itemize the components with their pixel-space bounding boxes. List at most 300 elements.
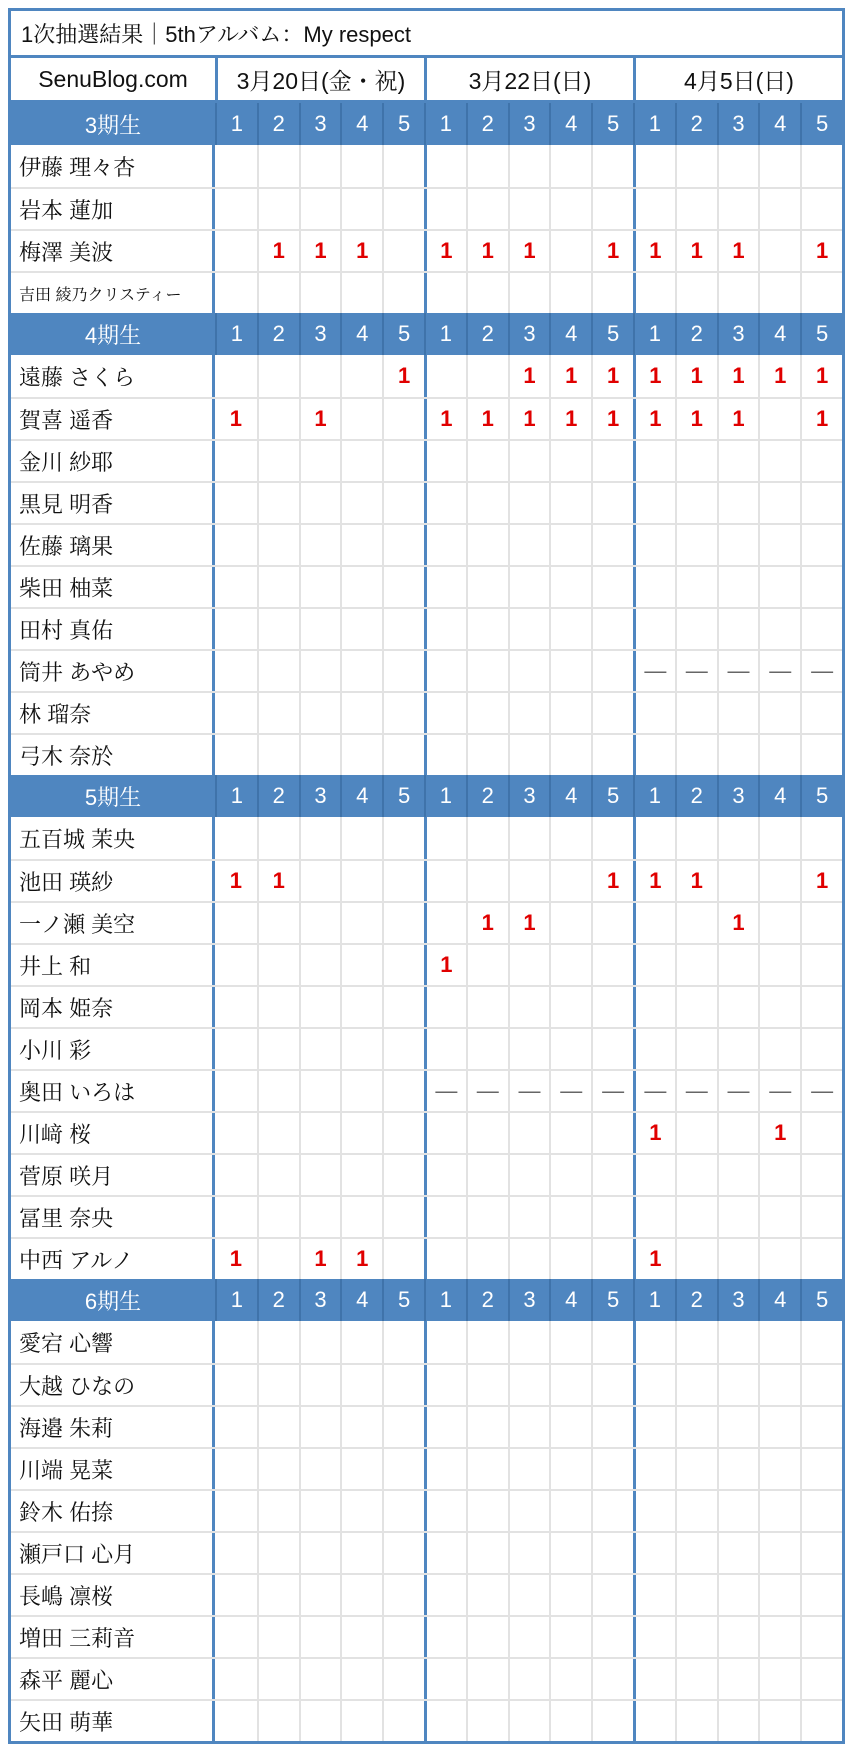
result-cell <box>424 1617 466 1657</box>
result-cell <box>299 1155 341 1195</box>
result-cell <box>675 1533 717 1573</box>
result-cell <box>758 273 800 313</box>
result-cell <box>758 1197 800 1237</box>
result-cell <box>800 483 842 523</box>
win-mark: 1 <box>591 861 633 901</box>
result-cell <box>717 1575 759 1615</box>
slot-number: 3 <box>508 1279 550 1321</box>
result-cell <box>508 945 550 985</box>
result-cell <box>299 735 341 775</box>
result-cell <box>382 609 424 649</box>
result-cell <box>675 945 717 985</box>
result-cell <box>508 651 550 691</box>
member-row <box>11 1111 842 1153</box>
win-mark: 1 <box>299 1239 341 1279</box>
result-cell <box>257 817 299 859</box>
result-cell <box>215 189 257 229</box>
result-cell <box>424 651 466 691</box>
member-name: 林 瑠奈 <box>11 693 215 733</box>
result-cell <box>340 1197 382 1237</box>
member-row <box>11 649 842 691</box>
member-name: 岡本 姫奈 <box>11 987 215 1027</box>
win-mark: 1 <box>466 399 508 439</box>
result-cell <box>424 355 466 397</box>
slot-number: 5 <box>382 1279 424 1321</box>
result-cell <box>717 1407 759 1447</box>
result-cell <box>717 1365 759 1405</box>
result-cell <box>675 189 717 229</box>
result-cell <box>466 567 508 607</box>
member-row <box>11 901 842 943</box>
slot-number: 3 <box>299 313 341 355</box>
result-cell <box>549 1239 591 1279</box>
result-cell <box>299 651 341 691</box>
result-cell <box>466 817 508 859</box>
result-cell <box>758 1365 800 1405</box>
result-cell <box>215 817 257 859</box>
result-cell <box>382 1113 424 1153</box>
result-cell <box>508 567 550 607</box>
member-row <box>11 1615 842 1657</box>
slot-number: 1 <box>424 313 466 355</box>
result-cell <box>717 1239 759 1279</box>
result-cell <box>549 987 591 1027</box>
result-cell <box>717 1321 759 1363</box>
date-header-row <box>11 58 842 103</box>
result-cell <box>591 817 633 859</box>
result-cell <box>549 1155 591 1195</box>
slot-number: 2 <box>466 1279 508 1321</box>
result-cell <box>591 1239 633 1279</box>
member-name: 小川 彩 <box>11 1029 215 1069</box>
result-cell <box>340 609 382 649</box>
result-cell <box>675 735 717 775</box>
win-mark: 1 <box>340 231 382 271</box>
date-header: 3月20日(金・祝) <box>215 58 424 100</box>
result-cell <box>257 355 299 397</box>
result-cell <box>549 817 591 859</box>
result-cell <box>257 945 299 985</box>
result-cell <box>215 1113 257 1153</box>
result-cell <box>424 987 466 1027</box>
slot-number: 4 <box>549 775 591 817</box>
result-cell <box>299 189 341 229</box>
member-name: 奥田 いろは <box>11 1071 215 1111</box>
slot-number: 5 <box>382 775 424 817</box>
result-cell <box>800 567 842 607</box>
result-cell <box>758 399 800 439</box>
result-cell <box>257 145 299 187</box>
win-mark: 1 <box>717 355 759 397</box>
result-cell <box>633 525 675 565</box>
slot-number: 4 <box>549 1279 591 1321</box>
slot-number: 4 <box>758 313 800 355</box>
result-cell <box>675 483 717 523</box>
result-cell <box>758 189 800 229</box>
member-row <box>11 1573 842 1615</box>
result-cell <box>508 609 550 649</box>
member-name: 愛宕 心響 <box>11 1321 215 1363</box>
result-cell <box>424 189 466 229</box>
result-cell <box>549 1575 591 1615</box>
member-row <box>11 1531 842 1573</box>
result-cell <box>215 1659 257 1699</box>
result-cell <box>675 273 717 313</box>
result-cell <box>466 1197 508 1237</box>
result-cell <box>758 1491 800 1531</box>
result-cell <box>549 1701 591 1741</box>
result-cell <box>299 1365 341 1405</box>
result-cell <box>591 1407 633 1447</box>
result-cell <box>299 609 341 649</box>
slot-number: 4 <box>340 1279 382 1321</box>
win-mark: 1 <box>675 861 717 901</box>
result-cell <box>633 483 675 523</box>
result-cell <box>758 1449 800 1489</box>
result-cell <box>758 1239 800 1279</box>
result-cell <box>340 651 382 691</box>
result-cell <box>758 567 800 607</box>
win-mark: 1 <box>633 861 675 901</box>
result-cell <box>215 903 257 943</box>
result-cell <box>633 1533 675 1573</box>
slot-number: 1 <box>215 313 257 355</box>
member-row <box>11 355 842 397</box>
win-mark: 1 <box>382 355 424 397</box>
result-cell <box>299 903 341 943</box>
result-cell <box>800 903 842 943</box>
result-cell <box>299 1659 341 1699</box>
slot-number: 3 <box>299 103 341 145</box>
result-cell <box>633 1365 675 1405</box>
slot-number: 3 <box>508 103 550 145</box>
slot-number: 3 <box>717 313 759 355</box>
win-mark: 1 <box>800 231 842 271</box>
result-cell <box>215 441 257 481</box>
result-cell <box>508 1575 550 1615</box>
result-cell <box>591 1197 633 1237</box>
result-cell <box>633 1617 675 1657</box>
member-name: 増田 三莉音 <box>11 1617 215 1657</box>
result-cell <box>800 1155 842 1195</box>
result-cell <box>633 1155 675 1195</box>
result-cell <box>424 483 466 523</box>
result-cell <box>758 1155 800 1195</box>
result-cell <box>215 1575 257 1615</box>
not-applicable-mark: — <box>675 1071 717 1111</box>
result-cell <box>340 1659 382 1699</box>
slot-number: 5 <box>800 313 842 355</box>
win-mark: 1 <box>633 399 675 439</box>
result-cell <box>215 1449 257 1489</box>
win-mark: 1 <box>424 231 466 271</box>
win-mark: 1 <box>800 399 842 439</box>
result-cell <box>633 609 675 649</box>
result-cell <box>340 355 382 397</box>
result-cell <box>215 1701 257 1741</box>
result-cell <box>717 735 759 775</box>
win-mark: 1 <box>758 1113 800 1153</box>
result-cell <box>717 609 759 649</box>
result-cell <box>508 189 550 229</box>
result-cell <box>382 567 424 607</box>
slot-number: 2 <box>466 103 508 145</box>
not-applicable-mark: — <box>591 1071 633 1111</box>
result-cell <box>549 1533 591 1573</box>
date-header: 3月22日(日) <box>424 58 633 100</box>
member-row <box>11 1699 842 1741</box>
result-cell <box>717 1659 759 1699</box>
slot-number: 5 <box>800 775 842 817</box>
result-cell <box>549 1617 591 1657</box>
result-cell <box>257 567 299 607</box>
result-cell <box>508 987 550 1027</box>
result-cell <box>758 1701 800 1741</box>
result-cell <box>549 483 591 523</box>
win-mark: 1 <box>800 861 842 901</box>
result-cell <box>299 1491 341 1531</box>
not-applicable-mark: — <box>633 651 675 691</box>
result-cell <box>717 1617 759 1657</box>
result-cell <box>549 1113 591 1153</box>
result-cell <box>800 817 842 859</box>
slot-number: 1 <box>215 103 257 145</box>
table-title: 1次抽選結果｜5thアルバム：My respect <box>11 11 842 58</box>
member-name: 梅澤 美波 <box>11 231 215 271</box>
result-cell <box>257 399 299 439</box>
result-cell <box>340 1071 382 1111</box>
result-cell <box>257 1533 299 1573</box>
result-cell <box>758 525 800 565</box>
result-cell <box>340 1113 382 1153</box>
result-cell <box>758 1659 800 1699</box>
result-cell <box>215 231 257 271</box>
result-cell <box>508 1029 550 1069</box>
result-cell <box>508 1533 550 1573</box>
result-cell <box>758 693 800 733</box>
slot-number: 2 <box>675 1279 717 1321</box>
member-row <box>11 1321 842 1363</box>
result-cell <box>466 1533 508 1573</box>
slot-number: 1 <box>633 1279 675 1321</box>
result-cell <box>424 1365 466 1405</box>
result-cell <box>466 693 508 733</box>
result-cell <box>215 145 257 187</box>
lottery-results-table <box>8 8 845 1744</box>
result-cell <box>299 1533 341 1573</box>
member-row <box>11 1153 842 1195</box>
result-cell <box>800 145 842 187</box>
result-cell <box>633 441 675 481</box>
result-cell <box>466 1239 508 1279</box>
result-cell <box>382 1575 424 1615</box>
result-cell <box>549 1491 591 1531</box>
not-applicable-mark: — <box>717 651 759 691</box>
result-cell <box>382 1365 424 1405</box>
result-cell <box>299 145 341 187</box>
slot-number: 1 <box>215 775 257 817</box>
slot-number: 2 <box>466 775 508 817</box>
win-mark: 1 <box>340 1239 382 1279</box>
result-cell <box>758 609 800 649</box>
win-mark: 1 <box>675 399 717 439</box>
result-cell <box>382 1029 424 1069</box>
result-cell <box>466 1029 508 1069</box>
result-cell <box>800 1029 842 1069</box>
result-cell <box>340 1155 382 1195</box>
result-cell <box>382 189 424 229</box>
result-cell <box>466 1701 508 1741</box>
result-cell <box>257 1449 299 1489</box>
member-name: 五百城 茉央 <box>11 817 215 859</box>
result-cell <box>633 1321 675 1363</box>
result-cell <box>549 1365 591 1405</box>
win-mark: 1 <box>466 903 508 943</box>
slot-number: 4 <box>340 313 382 355</box>
result-cell <box>675 1449 717 1489</box>
result-cell <box>466 1113 508 1153</box>
result-cell <box>591 1365 633 1405</box>
slot-number: 3 <box>717 1279 759 1321</box>
member-row <box>11 733 842 775</box>
member-row <box>11 481 842 523</box>
slot-number: 5 <box>591 1279 633 1321</box>
result-cell <box>382 231 424 271</box>
result-cell <box>508 145 550 187</box>
win-mark: 1 <box>299 231 341 271</box>
result-cell <box>257 1029 299 1069</box>
result-cell <box>424 1239 466 1279</box>
result-cell <box>800 1321 842 1363</box>
win-mark: 1 <box>633 355 675 397</box>
result-cell <box>466 1155 508 1195</box>
result-cell <box>591 1155 633 1195</box>
result-cell <box>549 231 591 271</box>
result-cell <box>549 1407 591 1447</box>
result-cell <box>591 1491 633 1531</box>
result-cell <box>257 1239 299 1279</box>
result-cell <box>340 1321 382 1363</box>
result-cell <box>340 1407 382 1447</box>
member-row <box>11 271 842 313</box>
result-cell <box>800 273 842 313</box>
member-name: 菅原 咲月 <box>11 1155 215 1195</box>
result-cell <box>591 1575 633 1615</box>
not-applicable-mark: — <box>800 651 842 691</box>
result-cell <box>215 1155 257 1195</box>
win-mark: 1 <box>299 399 341 439</box>
result-cell <box>215 525 257 565</box>
result-cell <box>382 441 424 481</box>
slot-number: 2 <box>675 103 717 145</box>
result-cell <box>800 693 842 733</box>
member-row <box>11 1489 842 1531</box>
result-cell <box>215 1407 257 1447</box>
slot-number: 3 <box>717 103 759 145</box>
result-cell <box>424 1701 466 1741</box>
result-cell <box>340 189 382 229</box>
result-cell <box>675 903 717 943</box>
result-cell <box>299 1071 341 1111</box>
result-cell <box>466 1321 508 1363</box>
slot-number: 5 <box>382 103 424 145</box>
result-cell <box>508 441 550 481</box>
result-cell <box>299 693 341 733</box>
result-cell <box>591 483 633 523</box>
result-cell <box>549 273 591 313</box>
result-cell <box>215 1071 257 1111</box>
result-cell <box>717 861 759 901</box>
result-cell <box>717 1533 759 1573</box>
result-cell <box>508 735 550 775</box>
slot-number: 1 <box>215 1279 257 1321</box>
result-cell <box>382 693 424 733</box>
win-mark: 1 <box>257 861 299 901</box>
result-cell <box>340 483 382 523</box>
result-cell <box>340 735 382 775</box>
result-cell <box>215 651 257 691</box>
section-label: 4期生 <box>84 322 142 348</box>
member-row <box>11 943 842 985</box>
member-name: 田村 真佑 <box>11 609 215 649</box>
result-cell <box>340 1701 382 1741</box>
date-header: 4月5日(日) <box>633 58 842 100</box>
result-cell <box>508 693 550 733</box>
result-cell <box>508 1113 550 1153</box>
result-cell <box>633 693 675 733</box>
result-cell <box>340 1575 382 1615</box>
result-cell <box>717 441 759 481</box>
result-cell <box>382 1617 424 1657</box>
result-cell <box>424 693 466 733</box>
result-cell <box>717 189 759 229</box>
win-mark: 1 <box>758 355 800 397</box>
result-cell <box>424 1113 466 1153</box>
result-cell <box>508 1617 550 1657</box>
result-cell <box>591 145 633 187</box>
win-mark: 1 <box>424 399 466 439</box>
result-cell <box>340 861 382 901</box>
member-row <box>11 397 842 439</box>
result-cell <box>299 355 341 397</box>
result-cell <box>257 1659 299 1699</box>
section-label: 5期生 <box>84 784 142 810</box>
result-cell <box>675 609 717 649</box>
result-cell <box>591 1113 633 1153</box>
win-mark: 1 <box>466 231 508 271</box>
result-cell <box>299 1197 341 1237</box>
section-header-row <box>11 1279 842 1321</box>
win-mark: 1 <box>257 231 299 271</box>
result-cell <box>257 189 299 229</box>
win-mark: 1 <box>591 355 633 397</box>
not-applicable-mark: — <box>800 1071 842 1111</box>
result-cell <box>299 1407 341 1447</box>
result-cell <box>549 651 591 691</box>
win-mark: 1 <box>717 399 759 439</box>
result-cell <box>675 1113 717 1153</box>
result-cell <box>466 483 508 523</box>
result-cell <box>800 609 842 649</box>
result-cell <box>800 1407 842 1447</box>
result-cell <box>758 1029 800 1069</box>
slot-number: 4 <box>758 1279 800 1321</box>
slot-number: 1 <box>633 103 675 145</box>
result-cell <box>215 693 257 733</box>
result-cell <box>424 1449 466 1489</box>
win-mark: 1 <box>229 406 243 431</box>
result-cell <box>382 1239 424 1279</box>
